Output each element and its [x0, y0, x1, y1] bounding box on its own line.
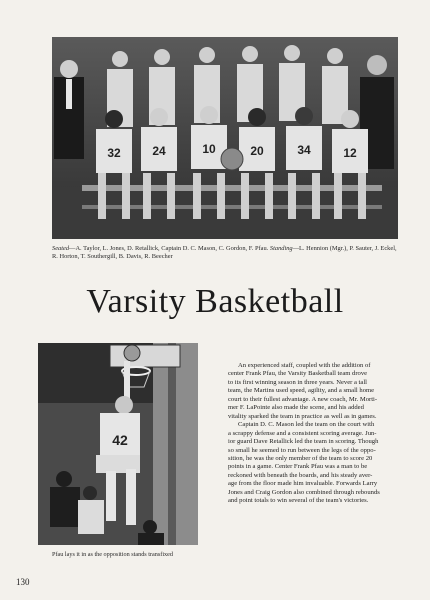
article-body: [228, 362, 398, 506]
article-line: to its first winning season in three years. Never a tall: [228, 378, 367, 386]
team-photo-caption: [52, 245, 398, 261]
team-photo-image: [52, 37, 398, 239]
article-line: mer F. LaPointe also made the scene, and his added: [228, 404, 364, 412]
caption-seated-names: —A. Taylor, L. Jones, D. Retallick, Captain D. C. Mason, C. Gordon, F. Pfau.: [69, 245, 269, 252]
article-line: Jones and Craig Gordon also combined through rebounds: [228, 488, 380, 496]
action-photo: [38, 343, 198, 545]
action-photo-image: [38, 343, 198, 545]
caption-seated-label: Seated: [52, 245, 70, 252]
article-line: reckoned with beneath the boards, and his steady aver-: [228, 471, 373, 479]
article-line: a scrappy defense and a consistent scoring average. Jun-: [228, 429, 377, 437]
article-line: center Frank Pfau, the Varsity Basketball team drove: [228, 370, 368, 378]
caption-standing-names: —L. Hennion (Mgr.), P. Sauter, J. Eckel, R. Horton, T. Southergill, B. Davis, R. Beecher: [52, 245, 397, 261]
article-line: team, the Martins used speed, agility, and a small home: [228, 387, 375, 395]
article-line: An experienced staff, coupled with the addition of: [238, 362, 371, 369]
article-line: court to their fullest advantage. A new coach, Mr. Morti-: [228, 395, 378, 403]
article-line: sition, he was the only member of the team to score 20: [228, 454, 373, 462]
action-photo-caption: Pfau lays it in as the opposition stands transfixed: [52, 551, 173, 558]
article-line: vitality sparked the team in practice as well as in games.: [228, 412, 377, 420]
action-jersey-number: 42: [112, 432, 128, 448]
article-line: so small he seemed to run between the legs of the oppo-: [228, 446, 376, 454]
article-line: and point totals to win several of the team's victories.: [228, 497, 369, 505]
jersey-number: 20: [250, 144, 264, 158]
jersey-number: 34: [297, 143, 311, 157]
jersey-number: 32: [107, 146, 121, 160]
caption-standing-label: Standing: [269, 245, 293, 252]
jersey-number: 12: [343, 146, 357, 160]
article-line: points in a game. Center Frank Pfau was a man to be: [228, 463, 368, 471]
team-photo: [52, 37, 398, 239]
page-number: 130: [16, 577, 30, 587]
jersey-number: 10: [202, 142, 216, 156]
article-line: ior guard Dave Retallick led the team in scoring. Though: [228, 438, 379, 446]
article-line: age from the floor made him invaluable. Forwards Larry: [228, 480, 378, 488]
article-line: Captain D. C. Mason led the team on the court with: [238, 421, 375, 429]
jersey-number: 24: [152, 144, 166, 158]
page-title: Varsity Basketball: [86, 283, 344, 320]
